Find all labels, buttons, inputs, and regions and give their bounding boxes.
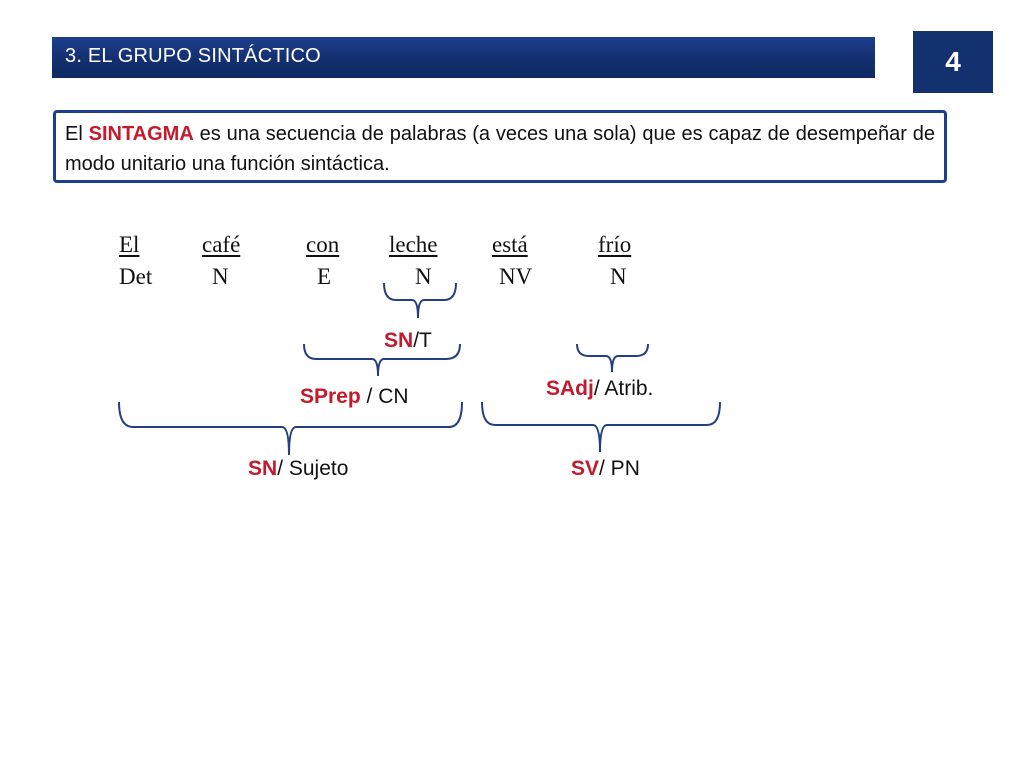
label-sn-t-func: /T (413, 329, 432, 352)
category-nv: NV (499, 264, 533, 289)
category-n-leche: N (415, 264, 432, 289)
label-sn-sujeto-abbr: SN (248, 457, 278, 480)
label-sv-pn (571, 457, 640, 481)
bracket-sn-sujeto (119, 402, 462, 455)
label-sadj-func: / Atrib. (593, 377, 654, 400)
bracket-sn-t (384, 283, 456, 318)
bracket-sprep (304, 344, 460, 376)
label-sadj-abbr: SAdj (546, 377, 594, 400)
slide-number-text: 4 (945, 46, 961, 77)
category-e: E (317, 264, 332, 289)
bracket-sv-pn (482, 402, 720, 452)
word-frio: frío (598, 232, 632, 257)
slide-title: 3. EL GRUPO SINTÁCTICO (65, 45, 321, 67)
category-n-frio: N (610, 264, 627, 289)
label-sadj (546, 377, 653, 401)
word-cafe: café (202, 232, 241, 257)
definition-highlight: SINTAGMA (88, 123, 194, 145)
label-sv-pn-func: / PN (599, 457, 640, 480)
label-sn-t (384, 329, 432, 353)
definition-part2: es una secuencia de palabras (a veces una sola) que es capaz de desempeñar de modo unitario una función sintáctica. (65, 123, 935, 175)
word-el: El (119, 232, 140, 257)
label-sprep-abbr: SPrep (300, 385, 361, 408)
word-leche: leche (389, 232, 438, 257)
label-sn-sujeto (248, 457, 348, 481)
category-n-cafe: N (212, 264, 229, 289)
label-sprep-func: / CN (360, 385, 409, 408)
definition-part1: El (65, 123, 89, 145)
word-con: con (306, 232, 340, 257)
category-det: Det (119, 264, 153, 289)
label-sprep (300, 385, 409, 409)
word-esta: está (492, 232, 528, 257)
label-sv-pn-abbr: SV (571, 457, 600, 480)
bracket-sadj (577, 344, 648, 372)
label-sn-sujeto-func: / Sujeto (277, 457, 349, 480)
label-sn-t-abbr: SN (384, 329, 414, 352)
